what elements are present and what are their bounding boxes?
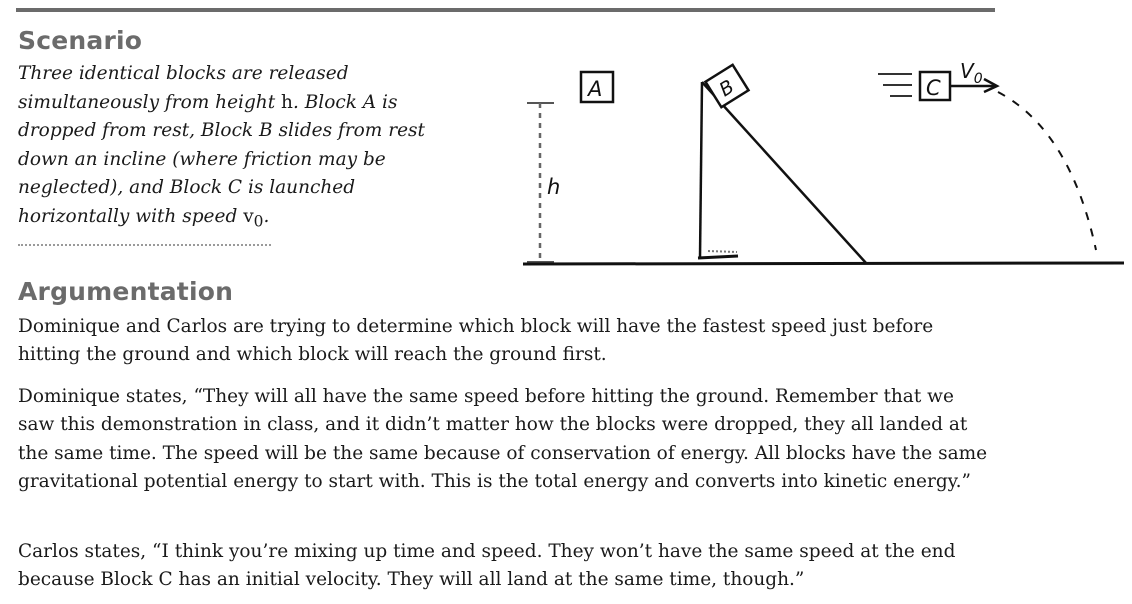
velocity-label-subscript: 0 (973, 71, 983, 87)
block-c (920, 72, 950, 100)
scenario-text-end: . (263, 205, 270, 227)
speed-variable-subscript: 0 (253, 212, 264, 231)
blocks-diagram (0, 0, 1132, 290)
argument-paragraph-carlos: Carlos states, “I think you’re mixing up time and speed. They won’t have the same speed at the end because Block C has an initial velocity. They will all land at the same time, though.” (18, 541, 956, 591)
block-b-label: B (715, 75, 739, 102)
block-c-label: C (926, 76, 941, 100)
height-label: h (547, 175, 561, 199)
scenario-text-part2: . Block A is dropped from rest, Block B slides from rest down an incline (where friction may be neglected), and Block C is launched horizontally with speed (18, 91, 425, 227)
velocity-label (960, 59, 983, 87)
block-b (705, 65, 748, 107)
ground-line (523, 263, 1124, 264)
block-a (581, 72, 613, 102)
incline-ramp (698, 82, 866, 263)
height-variable: h (281, 91, 293, 113)
argumentation-heading: Argumentation (18, 277, 234, 306)
argument-paragraph-intro: Dominique and Carlos are trying to determine which block will have the fastest speed just before hitting the ground and which block will reach the ground first. (18, 316, 934, 366)
trajectory-path (998, 92, 1096, 250)
block-a-label: A (588, 77, 603, 101)
velocity-label-symbol: V (960, 59, 974, 83)
argument-paragraph-dominique: Dominique states, “They will all have the same speed before hitting the ground. Remember that we saw this demonstration in class, and it didn’t matter how the blocks were dropped, they all landed at the same time. The speed will be the same because of conservation of energy. All blocks have the same gravitational potential energy to start with. This is the total energy and converts into kinetic energy.” (18, 386, 988, 492)
scenario-text-part1: Three identical blocks are released simultaneously from height (18, 63, 349, 113)
motion-lines (878, 74, 912, 96)
scenario-heading: Scenario (18, 26, 143, 55)
speed-variable-symbol: v (243, 205, 254, 227)
